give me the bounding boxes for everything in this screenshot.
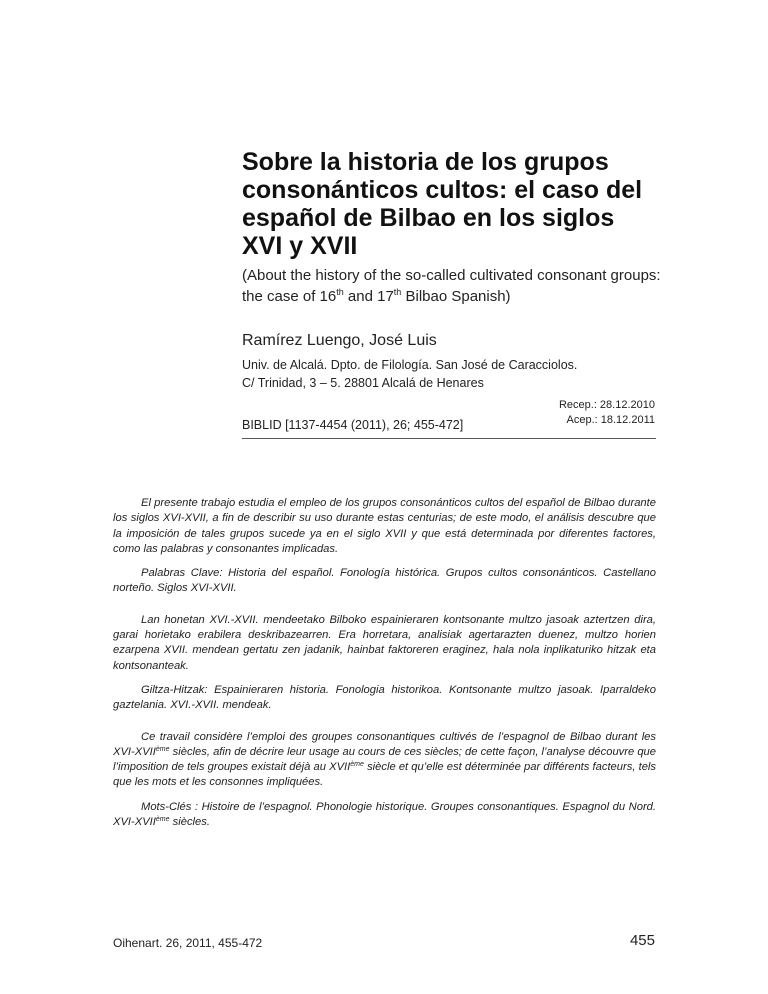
affiliation-line: Univ. de Alcalá. Dpto. de Filología. San José de Caracciolos. bbox=[242, 358, 578, 372]
title-line: Sobre la historia de los grupos bbox=[242, 148, 609, 176]
abstract-french-text: Ce travail considère l’emploi des groupes consonantiques cultivés de l’espagnol de Bilbao durant les XVI-XVII bbox=[113, 730, 656, 758]
header-divider bbox=[242, 438, 656, 439]
article-title bbox=[242, 148, 672, 260]
abstract-french-text: siècles, afin de décrire leur usage au cours de ces siècles; de cette façon, l’analyse découvre que l’imposition de tels groupes existait déjà au XVII bbox=[113, 745, 656, 774]
keywords-french-text: siècles. bbox=[169, 816, 210, 829]
keywords-spanish: Palabras Clave: Historia del español. Fonología histórica. Grupos cultos consonánticos. Castellano norteño. Siglos XVI-XVII. bbox=[113, 567, 656, 595]
ordinal-suffix: th bbox=[393, 287, 402, 297]
title-line: XVI y XVII bbox=[242, 232, 358, 260]
submission-dates bbox=[559, 398, 655, 428]
abstract-basque: Lan honetan XVI.-XVII. mendeetako Bilboko espainieraren kontsonante multzo jasoak aztertzen dira, garai horietako erabilera deskribazearren. Era horretara, analisiak agertarazten duenez, multzo horien ezarpena XVII. mendean gertatu zen jadanik, hainbat faktoreren eraginez, hala nola inplikaturiko hitzak eta kontsonanteak. bbox=[113, 613, 656, 672]
english-subtitle bbox=[242, 265, 672, 307]
abstracts bbox=[113, 496, 656, 830]
author-name: Ramírez Luengo, José Luis bbox=[242, 332, 437, 349]
subtitle-text: (About the history of the so-called cultivated consonant groups: the case of 16 bbox=[242, 267, 661, 305]
keywords-basque: Giltza-Hitzak: Espainieraren historia. Fonologia historikoa. Kontsonante multzo jasoak. Iparraldeko gaztelania. XVI.-XVII. mendeak. bbox=[113, 683, 656, 712]
page-number: 455 bbox=[629, 932, 655, 949]
title-line: español de Bilbao en los siglos bbox=[242, 204, 615, 232]
biblid-reference: BIBLID [1137-4454 (2011), 26; 455-472] bbox=[242, 418, 464, 432]
author-affiliation bbox=[242, 356, 682, 392]
abstract-french bbox=[113, 730, 656, 791]
ordinal-suffix: ème bbox=[155, 745, 170, 753]
ordinal-suffix: ème bbox=[155, 816, 170, 824]
abstract-spanish: El presente trabajo estudia el empleo de los grupos consonánticos cultos del español de Bilbao durante los siglos XVI-XVII, a fin de describir su uso durante estas centurias; de este modo, el análisis descubre que la imposición de tales grupos sucede ya en el siglo XVII y que está determinada por diferentes factores, como las palabras y consonantes implicadas. bbox=[113, 497, 656, 555]
affiliation-line: C/ Trinidad, 3 – 5. 28801 Alcalá de Henares bbox=[242, 376, 484, 390]
keywords-french-text: Mots-Clés : Histoire de l’espagnol. Phonologie historique. Groupes consonantiques. Espagnol du Nord. XVI-XVII bbox=[113, 800, 656, 829]
accepted-date: Acep.: 18.12.2011 bbox=[566, 414, 655, 426]
subtitle-text: and 17 bbox=[343, 288, 394, 305]
keywords-french bbox=[113, 800, 656, 831]
ordinal-suffix: th bbox=[336, 287, 344, 297]
title-line: consonánticos cultos: el caso del bbox=[242, 176, 643, 204]
ordinal-suffix: ème bbox=[350, 761, 364, 769]
received-date: Recep.: 28.12.2010 bbox=[558, 399, 655, 411]
abstract-french-text: siècle et qu’elle est déterminée par différents facteurs, tels que les mots et les consonnes impliquées. bbox=[113, 761, 656, 789]
journal-citation: Oihenart. 26, 2011, 455-472 bbox=[113, 936, 263, 950]
subtitle-text: Bilbao Spanish) bbox=[401, 288, 511, 305]
